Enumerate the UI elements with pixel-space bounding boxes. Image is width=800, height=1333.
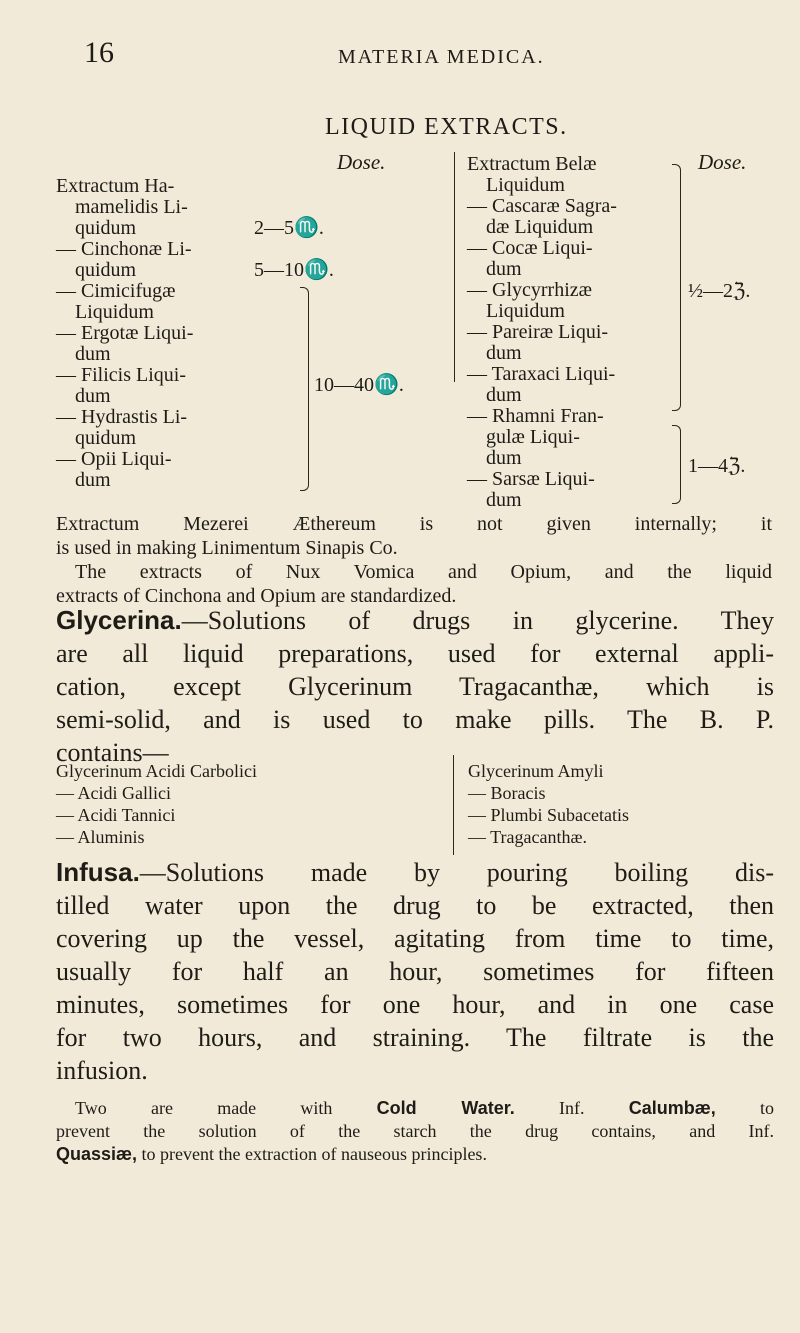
right-line: — Rhamni Fran-: [467, 405, 604, 427]
quassiae-term: Quassiæ,: [56, 1144, 138, 1164]
glycerinum-item: — Acidi Gallici: [56, 783, 171, 803]
page-number: 16: [84, 36, 114, 69]
infusa-line: usually for half an hour, sometimes for fifteen: [56, 957, 774, 986]
right-line: — Sarsæ Liqui-: [467, 468, 595, 490]
right-line: — Pareiræ Liqui-: [467, 321, 609, 343]
section-title: LIQUID EXTRACTS.: [325, 114, 568, 140]
infusa-line: infusion.: [56, 1056, 148, 1085]
note-line: is used in making Linimentum Sinapis Co.: [56, 537, 398, 559]
right-line: — Cascaræ Sagra-: [467, 195, 617, 217]
glycerina-line: contains—: [56, 738, 169, 767]
right-brace-upper-a: [672, 164, 681, 291]
infusa-paragraph: [56, 856, 774, 1087]
right-line: — Taraxaci Liqui-: [467, 363, 616, 385]
left-dose-value: 2—5♏.: [254, 217, 324, 239]
right-brace-lower-a: [672, 425, 681, 466]
left-dose-heading: Dose.: [337, 150, 386, 174]
right-dose-value: 1—4ℨ.: [688, 455, 746, 477]
glycerina-heading: Glycerina.: [56, 605, 182, 635]
infusa-note: [56, 1097, 774, 1166]
glycerinum-item: — Plumbi Subacetatis: [468, 805, 629, 825]
extracts-note: [56, 512, 772, 608]
note-text: prevent the solution of the starch the drug contains, and Inf.: [56, 1121, 774, 1141]
glycerina-list-left: [56, 760, 257, 848]
right-line: dum: [486, 258, 522, 280]
glycerina-line: are all liquid preparations, used for external appli-: [56, 639, 774, 668]
left-line: dum: [75, 469, 111, 491]
right-line: gulæ Liqui-: [486, 426, 580, 448]
glycerina-line: —Solutions of drugs in glycerine. They: [181, 606, 774, 635]
glycerina-list-right: [468, 760, 629, 848]
glycerinum-item: — Tragacanthæ.: [468, 827, 587, 847]
list-divider: [453, 755, 454, 855]
right-line: — Glycyrrhizæ: [467, 279, 592, 301]
left-line: quidum: [75, 427, 137, 449]
page-header: [0, 36, 800, 76]
right-line: dæ Liquidum: [486, 216, 594, 238]
glycerinum-item: Glycerinum Amyli: [468, 761, 604, 781]
infusa-heading: Infusa.: [56, 857, 140, 887]
calumbae-term: Calumbæ,: [628, 1098, 716, 1118]
right-line: dum: [486, 489, 522, 511]
right-line: Extractum Belæ: [467, 153, 597, 175]
left-line: — Filicis Liqui-: [56, 364, 186, 386]
right-line: Liquidum: [486, 300, 565, 322]
glycerinum-item: — Aluminis: [56, 827, 145, 847]
glycerinum-item: Glycerinum Acidi Carbolici: [56, 761, 257, 781]
left-line: — Ergotæ Liqui-: [56, 322, 194, 344]
note-text: to: [715, 1098, 774, 1118]
infusa-line: covering up the vessel, agitating from time to time,: [56, 924, 774, 953]
left-line: quidum: [75, 217, 137, 239]
glycerina-line: semi-solid, and is used to make pills. The B. P.: [56, 705, 774, 734]
left-brace-upper: [300, 287, 309, 378]
left-line: — Cinchonæ Li-: [56, 238, 192, 260]
right-line: dum: [486, 384, 522, 406]
right-line: Liquidum: [486, 174, 565, 196]
right-dose-heading: Dose.: [698, 150, 747, 174]
note-text: to prevent the extraction of nauseous principles.: [137, 1144, 487, 1164]
glycerinum-item: — Acidi Tannici: [56, 805, 176, 825]
right-line: — Cocæ Liqui-: [467, 237, 593, 259]
glycerinum-item: — Boracis: [468, 783, 546, 803]
note-line: The extracts of Nux Vomica and Opium, and the liquid: [75, 561, 772, 583]
left-brace-lower: [300, 377, 309, 491]
left-dose-value: 5—10♏.: [254, 259, 334, 281]
glycerina-paragraph: [56, 604, 774, 769]
note-text: Two are made with: [75, 1098, 377, 1118]
note-text: Inf.: [514, 1098, 629, 1118]
infusa-line: minutes, sometimes for one hour, and in one case: [56, 990, 774, 1019]
left-dose-value: 10—40♏.: [314, 374, 404, 396]
infusa-line: tilled water upon the drug to be extracted, then: [56, 891, 774, 920]
note-line: extracts of Cinchona and Opium are standardized.: [56, 585, 457, 607]
column-divider: [454, 152, 455, 382]
note-line: Extractum Mezerei Æthereum is not given internally; it: [56, 513, 772, 535]
left-line: — Cimicifugæ: [56, 280, 176, 302]
right-brace-lower-b: [672, 465, 681, 504]
left-line: — Opii Liqui-: [56, 448, 172, 470]
left-line: dum: [75, 343, 111, 365]
infusa-line: for two hours, and straining. The filtrate is the: [56, 1023, 774, 1052]
running-head: MATERIA MEDICA.: [338, 46, 545, 68]
left-line: — Hydrastis Li-: [56, 406, 188, 428]
left-line: quidum: [75, 259, 137, 281]
left-line: mamelidis Li-: [75, 196, 188, 218]
right-brace-upper-b: [672, 290, 681, 411]
right-line: dum: [486, 342, 522, 364]
left-line: Extractum Ha-: [56, 175, 175, 197]
right-dose-value: ½—2ℨ.: [688, 280, 751, 302]
infusa-line: —Solutions made by pouring boiling dis-: [139, 858, 774, 887]
left-line: Liquidum: [75, 301, 154, 323]
glycerina-line: cation, except Glycerinum Tragacanthæ, which is: [56, 672, 774, 701]
right-line: dum: [486, 447, 522, 469]
left-line: dum: [75, 385, 111, 407]
cold-water-term: Cold Water.: [376, 1098, 515, 1118]
